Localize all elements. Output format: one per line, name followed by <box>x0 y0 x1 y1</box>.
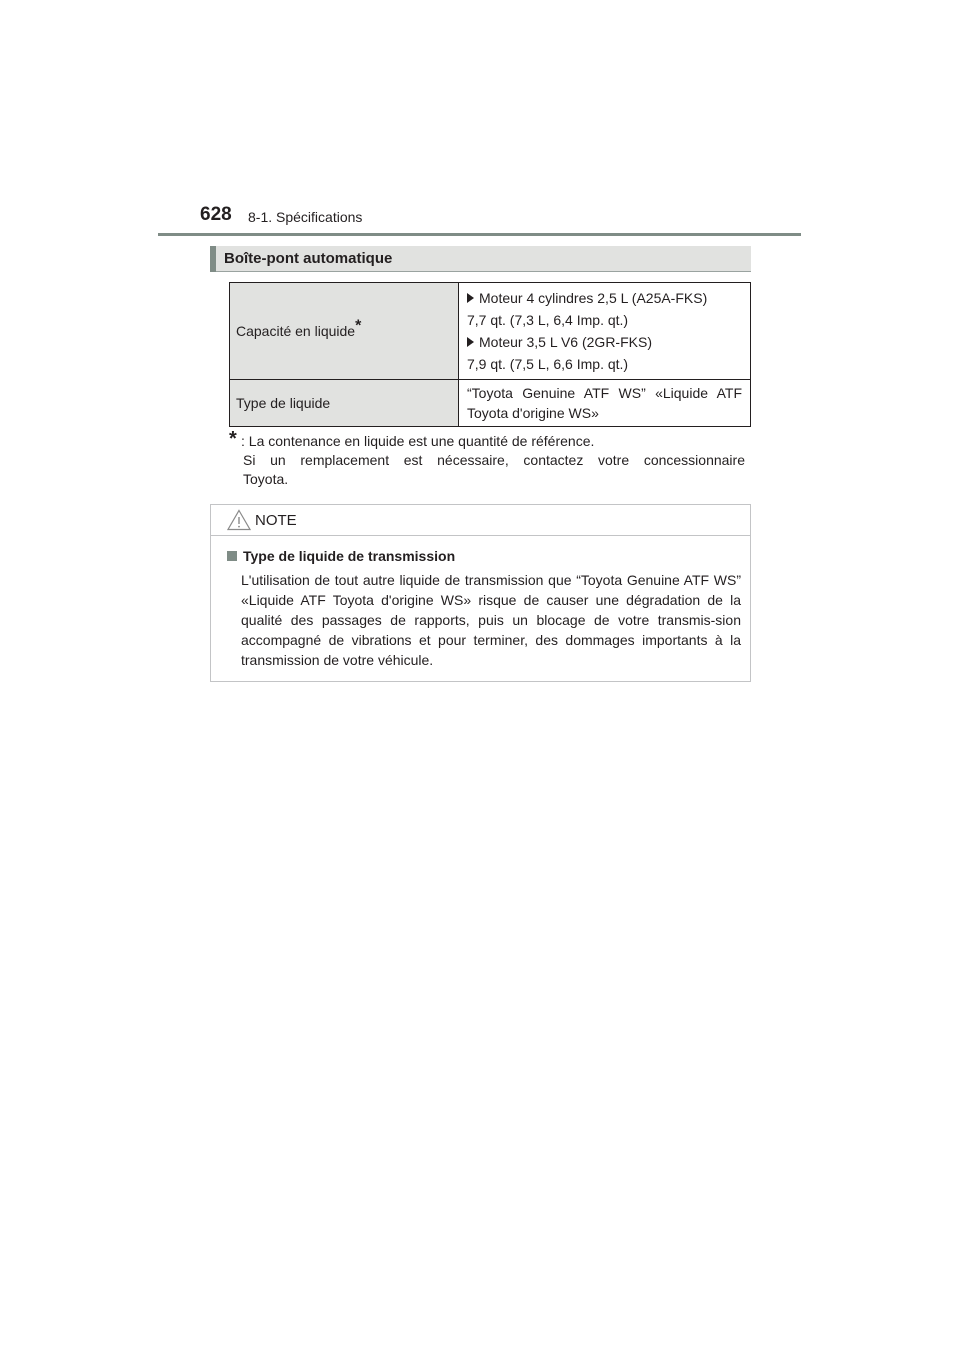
spec-table <box>229 282 751 427</box>
square-bullet-icon <box>227 551 237 561</box>
note-body: L'utilisation de tout autre liquide de transmission que “Toyota Genuine ATF WS” «Liquide ATF Toyota d'origine WS» risque de causer une dégradation de la qualité des passages de rapports, puis un blocage de votre transmis-sion accompagné de vibrations et pour terminer, des dommages importants à la transmission de votre véhicule. <box>241 572 741 668</box>
engine-option <box>467 287 742 309</box>
footnote-marker: * <box>229 428 237 450</box>
note-heading-text: Type de liquide de transmission <box>243 548 456 564</box>
fluid-type-value: “Toyota Genuine ATF WS” «Liquide ATF Toyota d'origine WS» <box>459 380 751 427</box>
header-divider <box>158 233 801 236</box>
table-row <box>230 380 751 427</box>
section-title-label: Boîte-pont automatique <box>224 250 393 267</box>
note-box <box>210 504 751 682</box>
fluid-capacity-label: Capacité en liquide <box>236 323 356 339</box>
table-row <box>230 283 751 380</box>
engine-name: Moteur 4 cylindres 2,5 L (A25A-FKS) <box>479 290 708 306</box>
triangle-bullet-icon <box>467 337 474 347</box>
table-cell-label <box>230 283 459 380</box>
breadcrumb: 8-1. Spécifications <box>248 209 363 225</box>
triangle-bullet-icon <box>467 293 474 303</box>
footnote-line: Toyota. <box>243 471 289 487</box>
table-cell-value <box>459 283 751 380</box>
section-title-accent-bar <box>210 246 216 272</box>
note-heading <box>227 548 455 564</box>
section-title <box>210 246 751 272</box>
footnote-line: : La contenance en liquide est une quantité de référence. <box>241 433 595 449</box>
note-header <box>211 505 750 536</box>
footnote <box>229 428 745 489</box>
engine-capacity: 7,9 qt. (7,5 L, 6,6 Imp. qt.) <box>467 356 629 372</box>
engine-capacity: 7,7 qt. (7,3 L, 6,4 Imp. qt.) <box>467 312 629 328</box>
engine-name: Moteur 3,5 L V6 (2GR-FKS) <box>479 334 652 350</box>
engine-option <box>467 331 742 353</box>
fluid-type-label: Type de liquide <box>230 380 459 427</box>
footnote-line: Si un remplacement est nécessaire, contactez votre concessionnaire <box>243 452 745 468</box>
warning-icon <box>227 509 251 531</box>
footnote-marker: * <box>355 317 362 335</box>
note-label: NOTE <box>255 512 297 529</box>
page-number: 628 <box>200 204 232 225</box>
